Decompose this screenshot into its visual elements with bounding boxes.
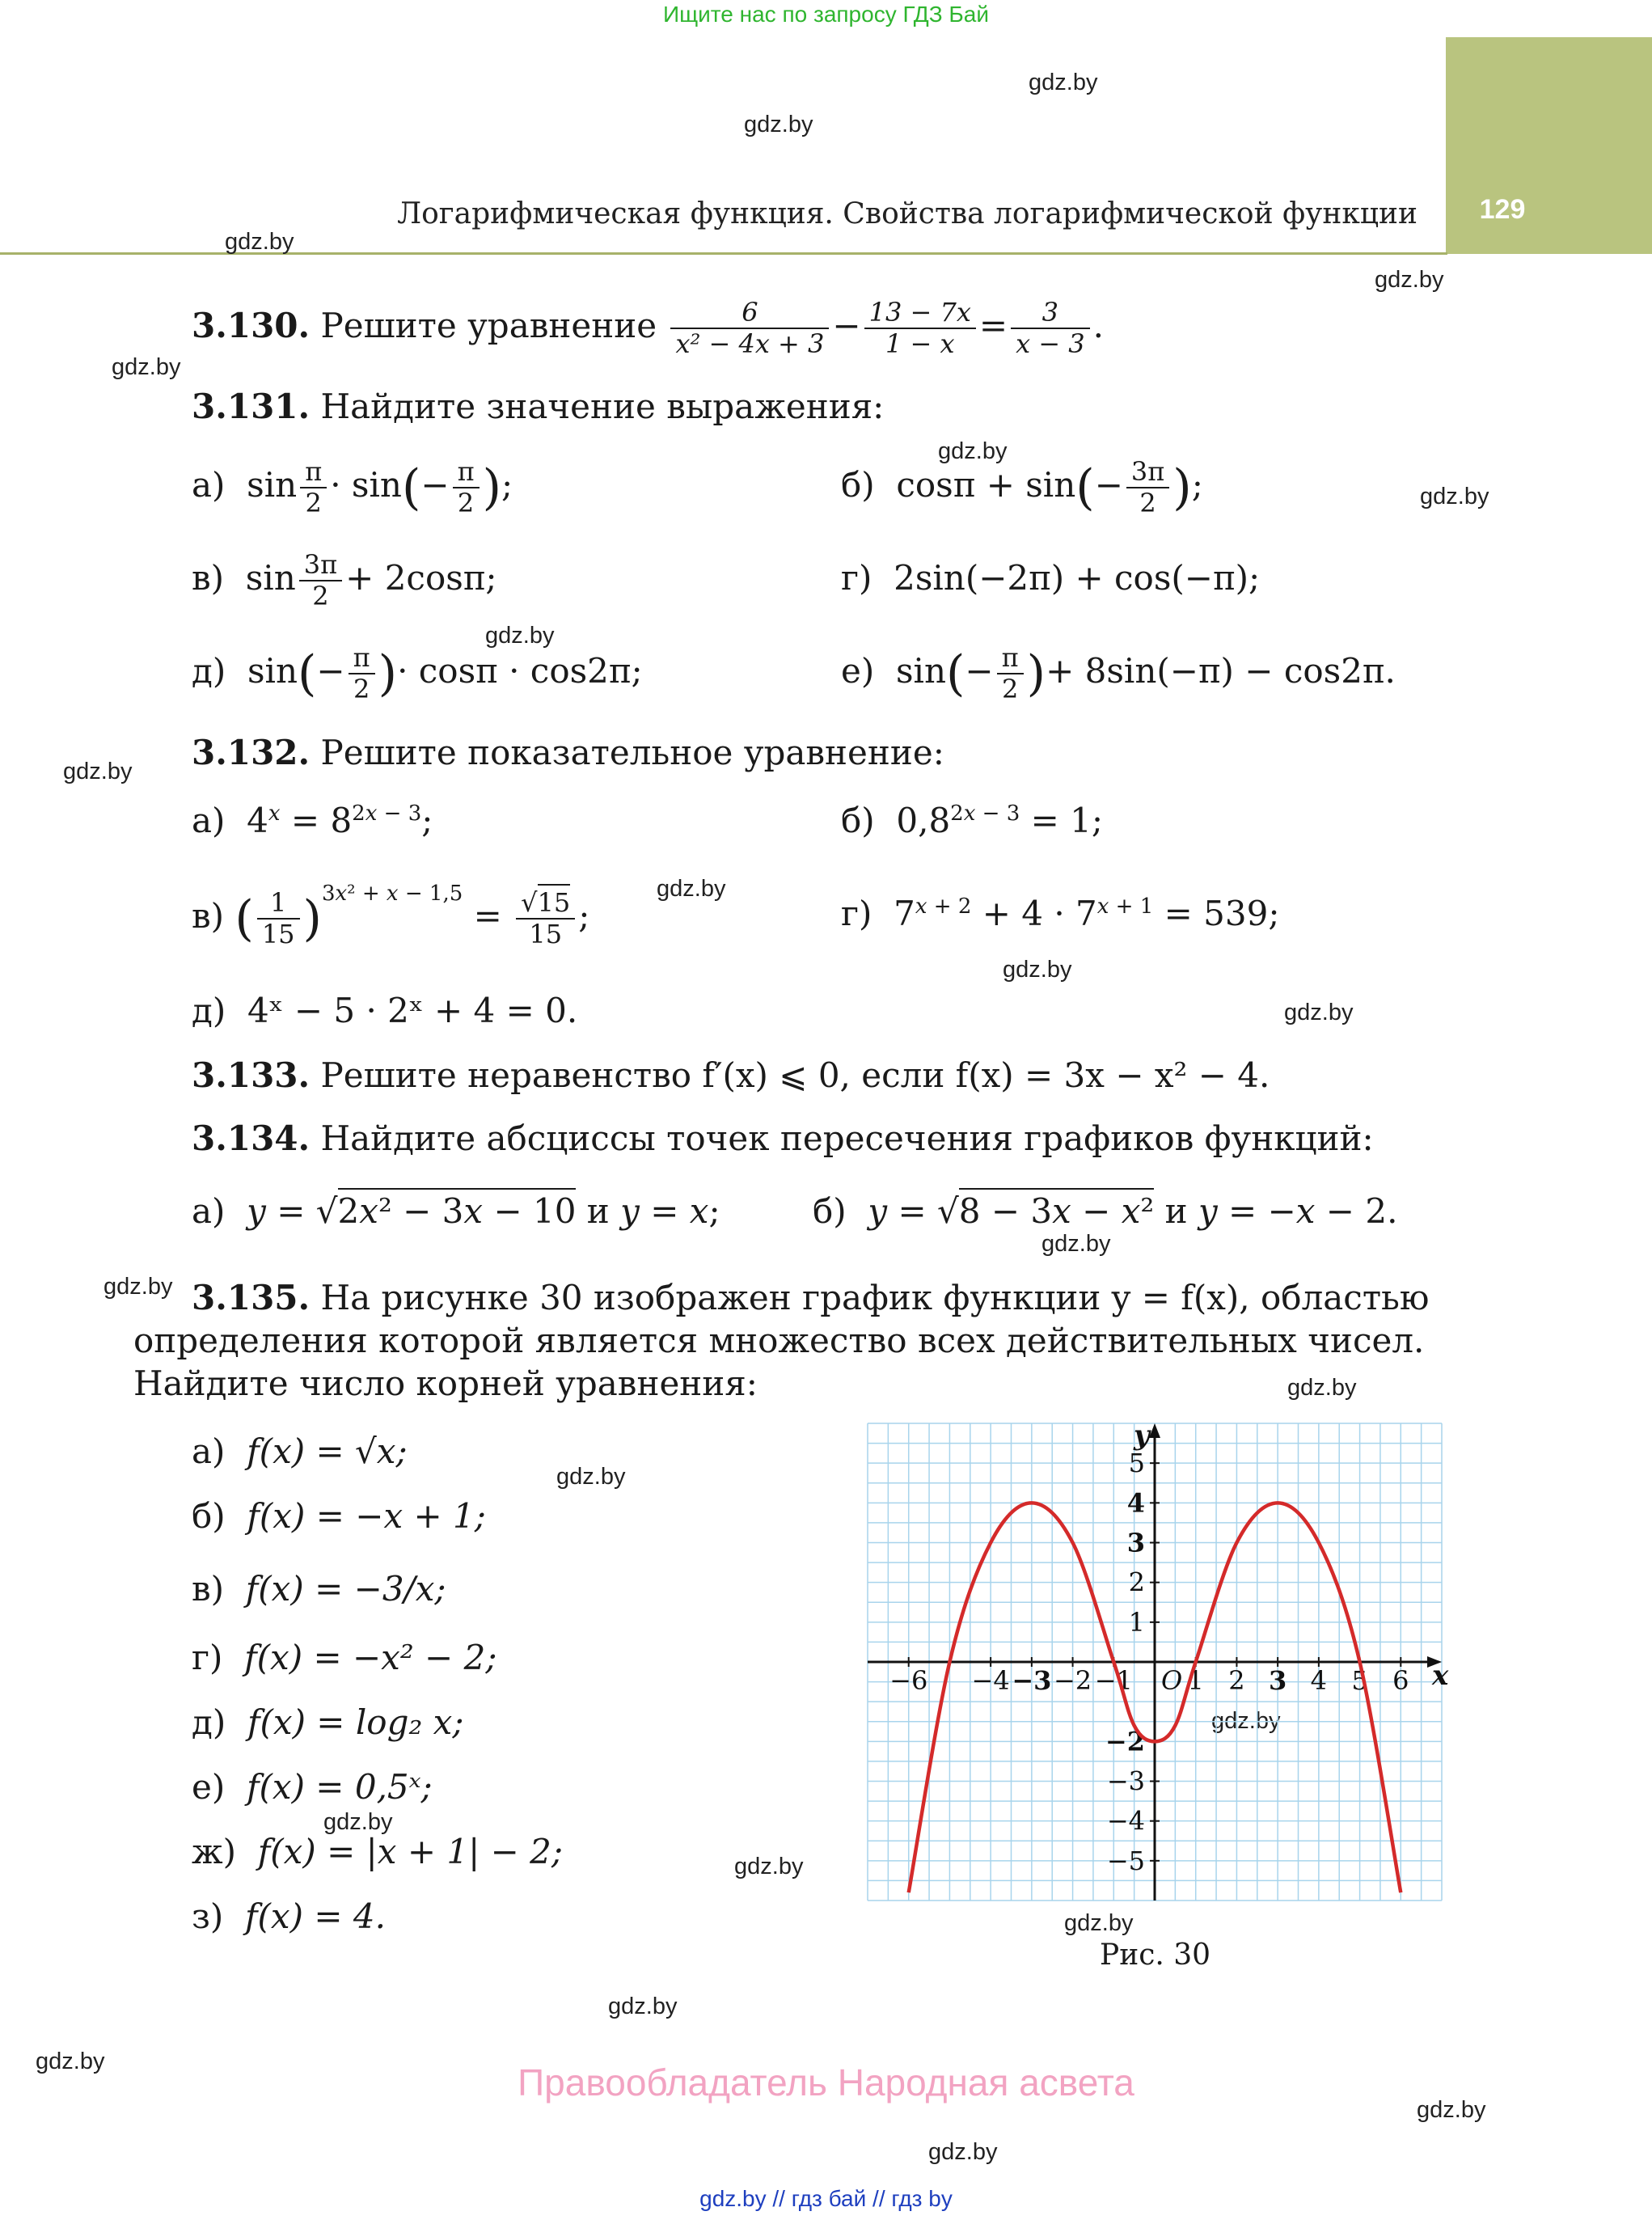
watermark: gdz.by (744, 112, 813, 137)
x-tick-label: 2 (1228, 1665, 1245, 1696)
problem-text: Найдите абсциссы точек пересечения графиков функций: (320, 1118, 1374, 1158)
problem-number: 3.132. (192, 733, 311, 772)
y-tick-label: 4 (1126, 1487, 1145, 1519)
problem-text: Решите показательное уравнение: (320, 733, 944, 772)
item-131-g: г) 2sin(−2π) + cos(−π); (841, 558, 1261, 598)
problem-number: 3.131. (192, 387, 311, 426)
watermark: gdz.by (36, 2049, 105, 2074)
problem-3-134 (192, 1118, 1374, 1158)
watermark: gdz.by (608, 1994, 678, 2019)
watermark: gdz.by (1287, 1375, 1357, 1401)
watermark: gdz.by (938, 438, 1008, 464)
watermark: gdz.by (104, 1274, 173, 1300)
item-134-a: а) y = √2x² − 3x − 10 и y = x; (192, 1191, 720, 1231)
x-tick-label: −2 (1053, 1665, 1092, 1696)
problem-3-135-line3: Найдите число корней уравнения: (133, 1364, 758, 1403)
item-131-a: а) sin $\frac{\pi}{2}$ · sin(− $\frac{\pi}{2}$ ); (192, 456, 513, 518)
item-134-b: б) y = √8 − 3x − x² и y = −x − 2. (813, 1191, 1397, 1231)
item-132-a: а) $4^x = 8^{2x - 3}$; (192, 801, 433, 840)
item-135-g: г) f(x) = −x² − 2; (192, 1638, 497, 1677)
y-tick-label: −2 (1105, 1726, 1145, 1757)
footer-links[interactable]: gdz.by // гдз бай // гдз by (699, 2186, 953, 2211)
y-axis-label: y (1134, 1419, 1150, 1452)
watermark: gdz.by (1029, 70, 1098, 95)
problem-text: На рисунке 30 изображен график функции y = f(x), областью (320, 1278, 1430, 1317)
watermark: gdz.by (1375, 267, 1444, 293)
x-tick-label: 5 (1351, 1665, 1368, 1696)
watermark: gdz.by (1064, 1910, 1134, 1936)
fraction-1: $\frac{6}{\text{x² − 4x + 3}}$ (670, 298, 829, 359)
x-tick-label: −6 (889, 1665, 928, 1696)
watermark: gdz.by (112, 354, 181, 380)
x-tick-label: 3 (1269, 1665, 1287, 1696)
item-135-a: а) f(x) = √x; (192, 1431, 408, 1471)
item-131-e: е) sin(− $\frac{\pi}{2}$ )+ 8sin(−π) − cos2π. (841, 642, 1396, 704)
problem-3-133 (192, 1055, 1270, 1095)
top-banner[interactable]: Ищите нас по запросу ГДЗ Бай (662, 2, 990, 27)
watermark: gdz.by (928, 2139, 998, 2165)
item-131-v: в) sin $\frac{3\pi}{2}$ + 2cosπ; (192, 549, 497, 611)
x-tick-label: 1 (1187, 1665, 1204, 1696)
problem-text: Решите неравенство f′(x) ⩽ 0, если f(x) = 3x − x² − 4. (320, 1055, 1270, 1095)
watermark: gdz.by (1420, 484, 1489, 509)
problem-number: 3.133. (192, 1055, 311, 1095)
x-axis-label: x (1432, 1660, 1449, 1692)
item-132-v: в) ( $\frac{1}{15}$ )$^{3x^2 + x - 1,5}$ = $\frac{√15}{15}$ ; (192, 882, 590, 949)
watermark: gdz.by (63, 759, 133, 784)
item-135-z: з) f(x) = 4. (192, 1896, 386, 1936)
problem-number: 3.130. (192, 305, 311, 345)
x-tick-label: −3 (1012, 1665, 1052, 1696)
item-135-d: д) f(x) = log₂ x; (192, 1702, 464, 1742)
problem-text: Найдите значение выражения: (320, 387, 885, 426)
watermark: gdz.by (1041, 1231, 1111, 1257)
problem-3-132 (192, 733, 944, 772)
y-tick-label: −5 (1106, 1845, 1145, 1876)
watermark: gdz.by (225, 229, 294, 255)
item-131-b: б) cosπ + sin(− $\frac{3\pi}{2}$ ); (841, 456, 1203, 518)
x-tick-label: −4 (971, 1665, 1010, 1696)
chapter-title: Логарифмическая функция. Свойства логарифмической функции (397, 197, 1418, 230)
item-131-d: д) sin(− $\frac{\pi}{2}$ )· cosπ · cos2π; (192, 642, 643, 704)
function-graph (864, 1419, 1449, 1901)
item-135-zh: ж) f(x) = |x + 1| − 2; (192, 1832, 563, 1871)
fraction-3: $\frac{3}{x - 3}$ (1011, 298, 1090, 359)
item-132-g: г) $7^{x + 2} + 4 \cdot 7^{x + 1} = 539$; (841, 894, 1280, 933)
y-tick-label: 5 (1128, 1448, 1145, 1479)
item-135-b: б) f(x) = −x + 1; (192, 1496, 486, 1536)
watermark: gdz.by (1284, 1000, 1354, 1025)
problem-3-135-line2: определения которой является множество всех действительных чисел. (133, 1321, 1425, 1360)
y-tick-label: 3 (1126, 1527, 1145, 1558)
problem-text: Решите уравнение (320, 305, 657, 345)
y-tick-label: 1 (1128, 1606, 1145, 1638)
watermark: gdz.by (1417, 2097, 1486, 2123)
fraction-2: $\frac{13 - 7x}{1 - x}$ (864, 298, 976, 359)
x-tick-label: −1 (1094, 1665, 1133, 1696)
x-tick-label: 4 (1310, 1665, 1328, 1696)
y-axis-arrow (1149, 1423, 1160, 1438)
figure-caption: Рис. 30 (1100, 1939, 1211, 1972)
problem-number: 3.135. (192, 1278, 311, 1317)
watermark: gdz.by (734, 1854, 804, 1879)
header-rule (0, 252, 1447, 255)
watermark: gdz.by (657, 876, 726, 902)
watermark: gdz.by (323, 1809, 393, 1835)
watermark: gdz.by (556, 1464, 626, 1490)
y-tick-label: −3 (1106, 1765, 1145, 1797)
problem-3-135-line1 (192, 1278, 1430, 1317)
problem-number: 3.134. (192, 1118, 311, 1158)
item-132-b: б) $0,8^{2x - 3} = 1$; (841, 801, 1104, 840)
x-tick-label: 6 (1392, 1665, 1409, 1696)
watermark: gdz.by (485, 623, 555, 649)
watermark: gdz.by (1211, 1708, 1281, 1734)
origin-label: O (1161, 1665, 1183, 1696)
item-135-e: е) f(x) = 0,5ˣ; (192, 1767, 433, 1807)
item-135-v: в) f(x) = −3/x; (192, 1569, 446, 1609)
problem-3-131 (192, 387, 884, 426)
item-132-d: д) 4ˣ − 5 · 2ˣ + 4 = 0. (192, 991, 578, 1030)
y-tick-label: 2 (1128, 1567, 1145, 1598)
watermark: gdz.by (1003, 957, 1072, 983)
y-tick-label: −4 (1106, 1805, 1145, 1837)
page-number: 129 (1479, 194, 1526, 225)
copyright-notice: Правообладатель Народная асвета (518, 2061, 1134, 2103)
problem-3-130: 3.130. Решите уравнение $\frac{6}{\text{x² − 4x + 3}}$ − $\frac{13 - 7x}{1 - x}$ = $\frac{3}{x - 3}$ . (192, 297, 1104, 359)
